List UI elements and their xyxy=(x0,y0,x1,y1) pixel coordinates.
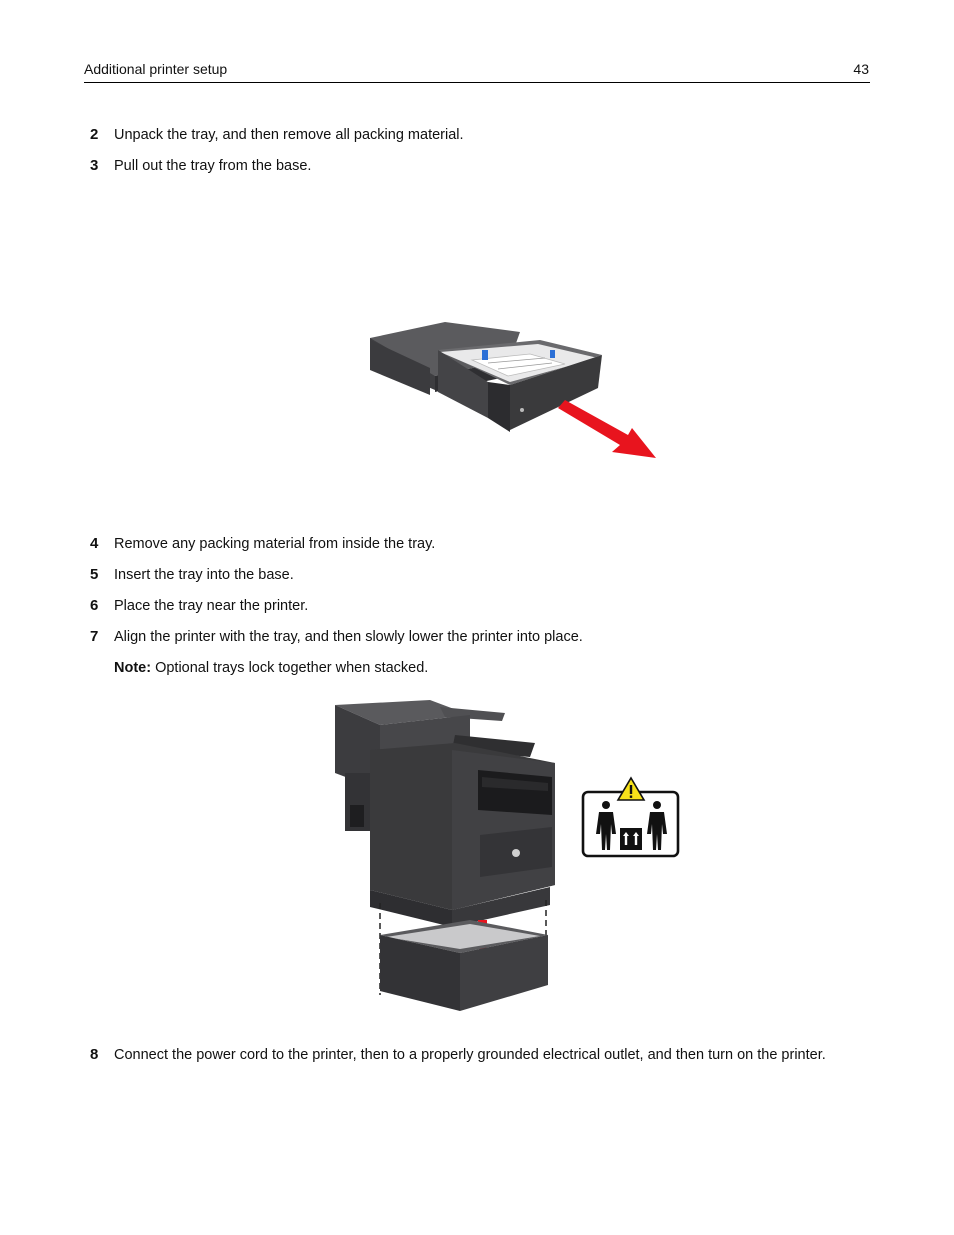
step-text: Connect the power cord to the printer, then to a properly grounded electrical outlet, and then turn on the printer. xyxy=(114,1047,826,1063)
step-number: 2 xyxy=(90,126,99,143)
step-number: 7 xyxy=(90,628,99,645)
printer-stack-illustration xyxy=(320,695,565,1025)
step-text: Pull out the tray from the base. xyxy=(114,158,312,174)
note-label: Note: xyxy=(114,660,152,676)
page-header xyxy=(84,60,870,83)
page-number: 43 xyxy=(853,61,869,77)
tray-pull-out-illustration xyxy=(360,300,670,475)
two-person-lift-warning-icon xyxy=(580,776,682,860)
step-number: 8 xyxy=(90,1046,99,1063)
note-text: Optional trays lock together when stacked. xyxy=(151,660,429,676)
note xyxy=(114,660,428,676)
step-number: 3 xyxy=(90,157,99,174)
step-text: Unpack the tray, and then remove all packing material. xyxy=(114,127,464,143)
step-number: 5 xyxy=(90,566,99,583)
step-number: 6 xyxy=(90,597,99,614)
step-text: Insert the tray into the base. xyxy=(114,567,294,583)
step-text: Place the tray near the printer. xyxy=(114,598,309,614)
step-text: Align the printer with the tray, and then slowly lower the printer into place. xyxy=(114,629,583,645)
step-number: 4 xyxy=(90,535,99,552)
step-text: Remove any packing material from inside the tray. xyxy=(114,536,436,552)
header-title: Additional printer setup xyxy=(84,61,228,77)
